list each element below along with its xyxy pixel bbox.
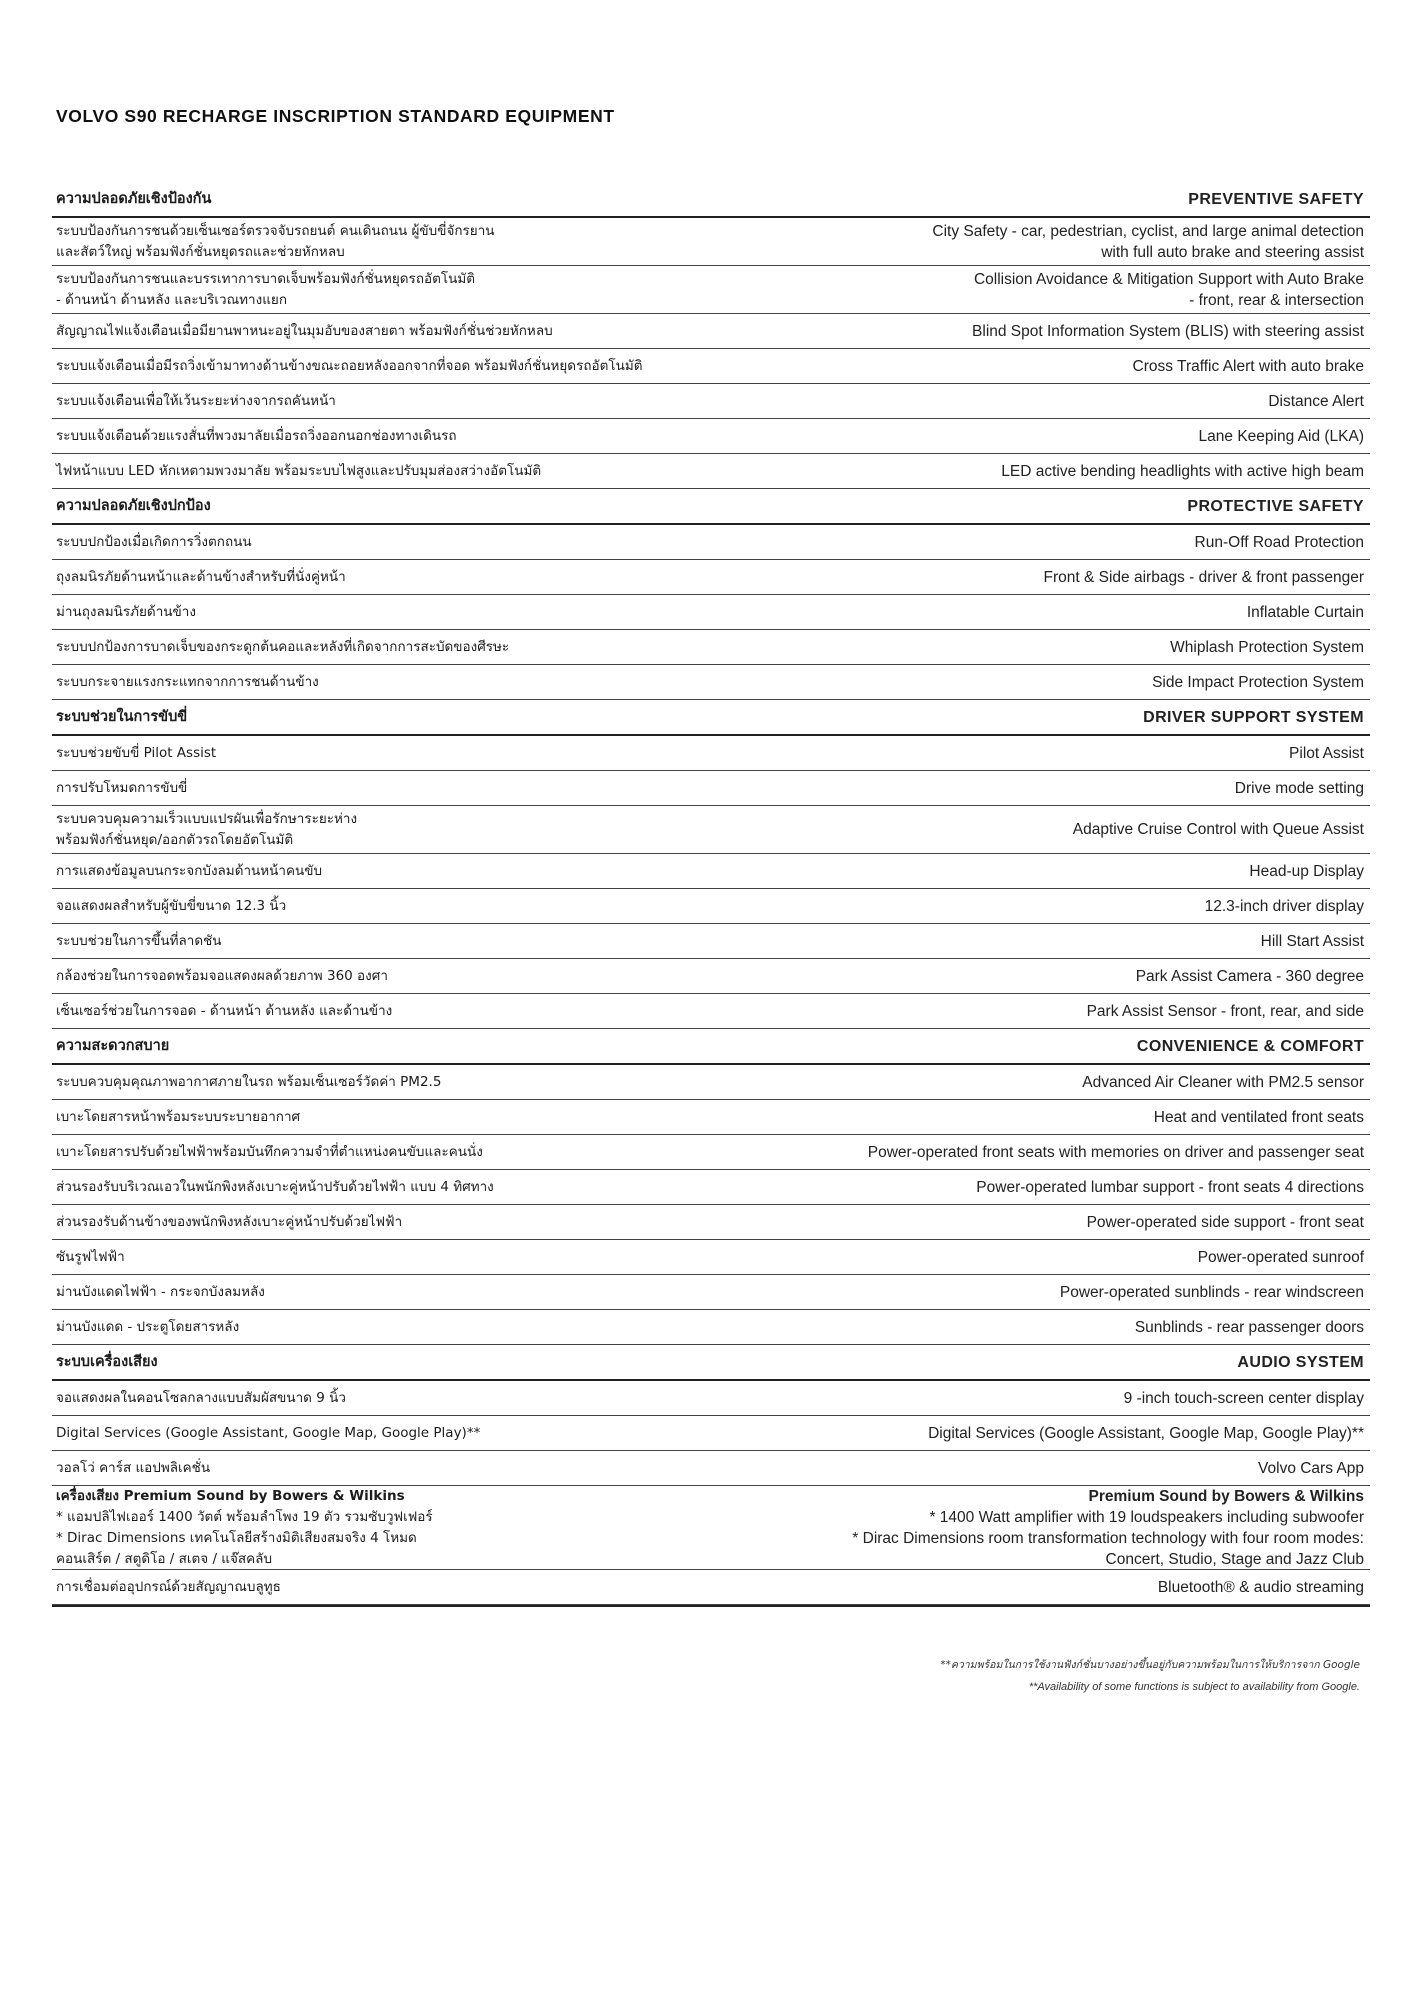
feature-thai-line: ม่านบังแดด - ประตูโดยสารหลัง [56, 1318, 240, 1335]
equipment-row [52, 1205, 1370, 1240]
equipment-row [52, 889, 1370, 924]
feature-english [1135, 1317, 1364, 1338]
feature-english-line: Distance Alert [1268, 392, 1364, 410]
feature-thai [56, 637, 509, 658]
feature-thai [56, 1282, 265, 1303]
feature-english-line: Sunblinds - rear passenger doors [1134, 1318, 1364, 1336]
feature-thai-line: วอลโว่ คาร์ส แอปพลิเคชั่น [56, 1459, 211, 1476]
feature-thai [56, 426, 457, 447]
feature-thai-line: ซันรูฟไฟฟ้า [56, 1248, 125, 1265]
equipment-row [52, 525, 1370, 560]
feature-english [1268, 391, 1364, 412]
section-title-thai [56, 1352, 158, 1373]
feature-thai [56, 1212, 402, 1233]
feature-thai [56, 1388, 346, 1409]
section-title-english [1143, 707, 1364, 728]
feature-thai-line: เบาะโดยสารหน้าพร้อมระบบระบายอากาศ [56, 1108, 301, 1125]
feature-english-line: Power-operated lumbar support - front seats 4 directions [976, 1178, 1364, 1196]
feature-english-line: Power-operated sunroof [1197, 1248, 1364, 1266]
feature-english-line: Hill Start Assist [1260, 932, 1364, 950]
feature-thai [56, 966, 388, 987]
feature-thai [56, 809, 357, 851]
section-header [52, 1345, 1370, 1381]
feature-english-line: PREVENTIVE SAFETY [1188, 190, 1364, 208]
feature-english [1133, 356, 1364, 377]
feature-thai-line: ระบบเครื่องเสียง [56, 1353, 158, 1370]
feature-english-line: PROTECTIVE SAFETY [1187, 497, 1364, 515]
equipment-row [52, 1100, 1370, 1135]
feature-english-line: Blind Spot Information System (BLIS) with steering assist [972, 322, 1364, 340]
equipment-row [52, 595, 1370, 630]
feature-english-line: DRIVER SUPPORT SYSTEM [1143, 708, 1364, 726]
feature-english [1060, 1282, 1364, 1303]
feature-english-line: Pilot Assist [1289, 744, 1364, 762]
section-title-thai [56, 496, 211, 517]
feature-thai-line: ระบบป้องกันการชนด้วยเซ็นเซอร์ตรวจจับรถยนต์ คนเดินถนน ผู้ขับขี่จักรยาน [56, 222, 495, 239]
feature-english [1154, 1107, 1364, 1128]
feature-thai-line: ระบบแจ้งเตือนเมื่อมีรถวิ่งเข้ามาทางด้านข้างขณะถอยหลังออกจากที่จอด พร้อมฟังก์ชั่นหยุดรถอัตโนมัติ [56, 357, 643, 374]
equipment-row [52, 349, 1370, 384]
feature-english [1044, 567, 1364, 588]
feature-english-line: Run-Off Road Protection [1194, 533, 1364, 551]
section-title-english [1237, 1352, 1364, 1373]
feature-thai-line: ส่วนรองรับบริเวณเอวในพนักพิงหลังเบาะคู่หน้าปรับด้วยไฟฟ้า แบบ 4 ทิศทาง [56, 1178, 494, 1195]
feature-thai [56, 896, 286, 917]
feature-thai-line: - ด้านหน้า ด้านหลัง และบริเวณทางแยก [56, 291, 287, 308]
feature-english [868, 1142, 1364, 1163]
feature-thai-line: ม่านบังแดดไฟฟ้า - กระจกบังลมหลัง [56, 1283, 265, 1300]
feature-english-line: Advanced Air Cleaner with PM2.5 sensor [1082, 1073, 1364, 1091]
feature-english [974, 269, 1364, 311]
feature-english [1247, 602, 1364, 623]
feature-english [1073, 819, 1364, 840]
footnote-english: **Availability of some functions is subject to availability from Google. [1028, 1681, 1360, 1693]
feature-english-line: Drive mode setting [1234, 779, 1364, 797]
feature-english [1152, 672, 1364, 693]
feature-english-line: CONVENIENCE & COMFORT [1136, 1037, 1364, 1055]
feature-thai [56, 1458, 210, 1479]
feature-english-line: - front, rear & intersection [1189, 291, 1364, 309]
feature-english-line: Concert, Studio, Stage and Jazz Club [1105, 1550, 1364, 1568]
equipment-row [52, 454, 1370, 489]
feature-thai [56, 1001, 392, 1022]
feature-english-line: AUDIO SYSTEM [1237, 1353, 1364, 1371]
feature-english [1249, 861, 1364, 882]
section-title-english [1137, 1036, 1364, 1057]
feature-english-line: LED active bending headlights with active high beam [1001, 462, 1364, 480]
feature-english [972, 321, 1364, 342]
feature-thai-line: ระบบปกป้องการบาดเจ็บของกระดูกต้นคอและหลังที่เกิดจากการสะบัดของศีรษะ [56, 638, 510, 655]
feature-english [1258, 1458, 1364, 1479]
equipment-row [52, 994, 1370, 1029]
feature-thai [56, 861, 322, 882]
document-title: VOLVO S90 RECHARGE INSCRIPTION STANDARD EQUIPMENT [56, 106, 615, 126]
feature-thai-line: * แอมปลิไฟเออร์ 1400 วัตต์ พร้อมลำโพง 19 ตัว รวมซับวูฟเฟอร์ [56, 1508, 433, 1525]
feature-english-line: Head-up Display [1249, 862, 1364, 880]
feature-thai [56, 269, 475, 311]
equipment-row [52, 959, 1370, 994]
feature-english [1261, 931, 1364, 952]
section-header [52, 1029, 1370, 1065]
feature-english [1087, 1001, 1364, 1022]
section-title-english [1188, 189, 1364, 210]
feature-english [976, 1177, 1364, 1198]
feature-thai-line: เบาะโดยสารปรับด้วยไฟฟ้าพร้อมบันทึกความจำที่ตำแหน่งคนขับและคนนั่ง [56, 1143, 483, 1160]
feature-english [1198, 1247, 1364, 1268]
feature-english-line: * Dirac Dimensions room transformation technology with four room modes: [852, 1529, 1364, 1547]
feature-english-line: Bluetooth® & audio streaming [1157, 1578, 1364, 1596]
feature-thai-line: และสัตว์ใหญ่ พร้อมฟังก์ชั่นหยุดรถและช่วยหักหลบ [56, 243, 345, 260]
section-title-thai [56, 1036, 169, 1057]
feature-english-line: Park Assist Sensor - front, rear, and side [1086, 1002, 1364, 1020]
feature-english-line: City Safety - car, pedestrian, cyclist, and large animal detection [932, 222, 1364, 240]
feature-thai-line: จอแสดงผลในคอนโซลกลางแบบสัมผัสขนาด 9 นิ้ว [56, 1389, 346, 1406]
feature-thai [56, 1317, 239, 1338]
equipment-row [52, 1381, 1370, 1416]
feature-thai [56, 1577, 281, 1598]
equipment-row [52, 266, 1370, 314]
feature-english [1136, 966, 1364, 987]
equipment-row [52, 665, 1370, 700]
feature-english-line: Lane Keeping Aid (LKA) [1198, 427, 1364, 445]
feature-thai [56, 356, 643, 377]
feature-english-line: Heat and ventilated front seats [1153, 1108, 1364, 1126]
equipment-row [52, 1065, 1370, 1100]
feature-thai [56, 1072, 441, 1093]
feature-thai-line: ระบบแจ้งเตือนด้วยแรงสั่นที่พวงมาลัยเมื่อรถวิ่งออกนอกช่องทางเดินรถ [56, 427, 457, 444]
feature-thai-line: ระบบช่วยขับขี่ Pilot Assist [56, 744, 217, 761]
feature-thai [56, 778, 187, 799]
feature-english-line: with full auto brake and steering assist [1101, 243, 1364, 261]
feature-english-line: 12.3-inch driver display [1204, 897, 1364, 915]
feature-thai [56, 931, 222, 952]
feature-thai-line: กล้องช่วยในการจอดพร้อมจอแสดงผลด้วยภาพ 360 องศา [56, 967, 388, 984]
equipment-row [52, 1135, 1370, 1170]
equipment-row [52, 1451, 1370, 1486]
feature-thai [56, 1107, 300, 1128]
feature-thai-line: ความปลอดภัยเชิงป้องกัน [56, 190, 212, 207]
feature-english [1195, 532, 1364, 553]
footnotes [940, 1654, 1360, 1698]
feature-thai-line: ไฟหน้าแบบ LED หักเหตามพวงมาลัย พร้อมระบบไฟสูงและปรับมุมส่องสว่างอัตโนมัติ [56, 462, 542, 479]
feature-english [1235, 778, 1364, 799]
feature-thai-line: ระบบกระจายแรงกระแทกจากการชนด้านข้าง [56, 673, 319, 690]
equipment-row [52, 771, 1370, 806]
feature-thai [56, 567, 346, 588]
feature-thai-line: ถุงลมนิรภัยด้านหน้าและด้านข้างสำหรับที่นั่งคู่หน้า [56, 568, 346, 585]
feature-english [1289, 743, 1364, 764]
feature-english-line: Power-operated sunblinds - rear windscreen [1059, 1283, 1364, 1301]
feature-thai-line: ส่วนรองรับด้านข้างของพนักพิงหลังเบาะคู่หน้าปรับด้วยไฟฟ้า [56, 1213, 403, 1230]
equipment-row [52, 736, 1370, 771]
feature-thai [56, 221, 495, 263]
equipment-row [52, 1486, 1370, 1570]
equipment-row [52, 1310, 1370, 1345]
feature-thai-line: ม่านถุงลมนิรภัยด้านข้าง [56, 603, 196, 620]
feature-thai-line: ระบบช่วยในการขึ้นที่ลาดชัน [56, 932, 222, 949]
feature-english-line: Collision Avoidance & Mitigation Support with Auto Brake [973, 270, 1364, 288]
feature-english [852, 1486, 1364, 1570]
section-title-thai [56, 707, 187, 728]
equipment-row [52, 1275, 1370, 1310]
feature-english [1124, 1388, 1364, 1409]
feature-english [1158, 1577, 1364, 1598]
feature-english-line: Side Impact Protection System [1152, 673, 1364, 691]
feature-english [1001, 461, 1364, 482]
feature-thai-line: ความสะดวกสบาย [56, 1037, 170, 1054]
feature-thai-line: จอแสดงผลสำหรับผู้ขับขี่ขนาด 12.3 นิ้ว [56, 897, 287, 914]
feature-thai [56, 532, 252, 553]
feature-thai [56, 1423, 480, 1444]
feature-thai-line: เซ็นเซอร์ช่วยในการจอด - ด้านหน้า ด้านหลัง และด้านข้าง [56, 1002, 393, 1019]
equipment-table [52, 182, 1370, 1607]
feature-thai [56, 321, 553, 342]
feature-english-line: Park Assist Camera - 360 degree [1135, 967, 1364, 985]
section-header [52, 489, 1370, 525]
feature-thai [56, 1142, 483, 1163]
section-header [52, 182, 1370, 218]
feature-english [1082, 1072, 1364, 1093]
feature-english [1205, 896, 1364, 917]
feature-thai-line: ระบบช่วยในการขับขี่ [56, 708, 188, 725]
feature-english-line: Volvo Cars App [1258, 1459, 1364, 1477]
equipment-row [52, 218, 1370, 266]
feature-thai-line: สัญญาณไฟแจ้งเตือนเมื่อมียานพาหนะอยู่ในมุมอับของสายตา พร้อมฟังก์ชั่นช่วยหักหลบ [56, 322, 553, 339]
feature-english-line: Power-operated side support - front seat [1086, 1213, 1364, 1231]
equipment-row [52, 419, 1370, 454]
feature-english-line: * 1400 Watt amplifier with 19 loudspeakers including subwoofer [929, 1508, 1364, 1526]
footnote-thai: **ความพร้อมในการใช้งานฟังก์ชั่นบางอย่างขึ้นอยู่กับความพร้อมในการให้บริการจาก Google [940, 1659, 1360, 1671]
feature-thai [56, 461, 541, 482]
feature-thai [56, 391, 336, 412]
equipment-row [52, 630, 1370, 665]
equipment-row [52, 924, 1370, 959]
equipment-row [52, 806, 1370, 854]
feature-thai-line: Digital Services (Google Assistant, Google Map, Google Play)** [56, 1424, 481, 1441]
equipment-row [52, 854, 1370, 889]
feature-english-line: Cross Traffic Alert with auto brake [1132, 357, 1364, 375]
feature-thai [56, 743, 216, 764]
feature-thai-line: พร้อมฟังก์ชั่นหยุด/ออกตัวรถโดยอัตโนมัติ [56, 831, 294, 848]
feature-english-line: Adaptive Cruise Control with Queue Assist [1072, 821, 1364, 838]
feature-english [1087, 1212, 1364, 1233]
feature-thai-line: ความปลอดภัยเชิงปกป้อง [56, 497, 211, 514]
feature-thai-line: ระบบควบคุมคุณภาพอากาศภายในรถ พร้อมเซ็นเซอร์วัดค่า PM2.5 [56, 1073, 442, 1090]
feature-thai [56, 1486, 433, 1570]
feature-thai-line: เครื่องเสียง Premium Sound by Bowers & Wilkins [56, 1487, 405, 1504]
feature-english-line: Digital Services (Google Assistant, Google Map, Google Play)** [928, 1424, 1364, 1442]
equipment-row [52, 384, 1370, 419]
feature-thai [56, 1177, 494, 1198]
feature-english-line: Power-operated front seats with memories on driver and passenger seat [867, 1143, 1364, 1161]
feature-thai [56, 672, 319, 693]
feature-thai-line: การเชื่อมต่ออุปกรณ์ด้วยสัญญาณบลูทูธ [56, 1578, 281, 1595]
feature-english-line: Whiplash Protection System [1170, 638, 1364, 656]
section-header [52, 700, 1370, 736]
equipment-row [52, 1240, 1370, 1275]
feature-thai-line: คอนเสิร์ต / สตูดิโอ / สเตจ / แจ๊สคลับ [56, 1550, 273, 1567]
feature-thai-line: * Dirac Dimensions เทคโนโลยีสร้างมิติเสียงสมจริง 4 โหมด [56, 1529, 417, 1546]
feature-thai-line: การแสดงข้อมูลบนกระจกบังลมด้านหน้าคนขับ [56, 862, 323, 879]
equipment-row [52, 1170, 1370, 1205]
equipment-row [52, 560, 1370, 595]
feature-english [1170, 637, 1364, 658]
feature-english-line: Premium Sound by Bowers & Wilkins [1088, 1487, 1364, 1505]
equipment-row [52, 314, 1370, 349]
feature-thai-line: ระบบควบคุมความเร็วแบบแปรผันเพื่อรักษาระยะห่าง [56, 810, 358, 827]
equipment-row [52, 1416, 1370, 1451]
feature-thai-line: ระบบปกป้องเมื่อเกิดการวิ่งตกถนน [56, 533, 252, 550]
equipment-row [52, 1570, 1370, 1605]
feature-thai-line: ระบบแจ้งเตือนเพื่อให้เว้นระยะห่างจากรถคันหน้า [56, 392, 336, 409]
feature-english-line: 9 -inch touch-screen center display [1123, 1389, 1364, 1407]
feature-english-line: Inflatable Curtain [1246, 603, 1364, 621]
section-title-english [1187, 496, 1364, 517]
feature-thai-line: การปรับโหมดการขับขี่ [56, 779, 188, 796]
feature-english [928, 1423, 1364, 1444]
feature-thai-line: ระบบป้องกันการชนและบรรเทาการบาดเจ็บพร้อมฟังก์ชั่นหยุดรถอัตโนมัติ [56, 270, 476, 287]
section-title-thai [56, 189, 211, 210]
feature-english [1199, 426, 1364, 447]
feature-thai [56, 1247, 125, 1268]
feature-english-line: Front & Side airbags - driver & front passenger [1043, 568, 1364, 586]
feature-english [932, 221, 1364, 263]
feature-thai [56, 602, 196, 623]
